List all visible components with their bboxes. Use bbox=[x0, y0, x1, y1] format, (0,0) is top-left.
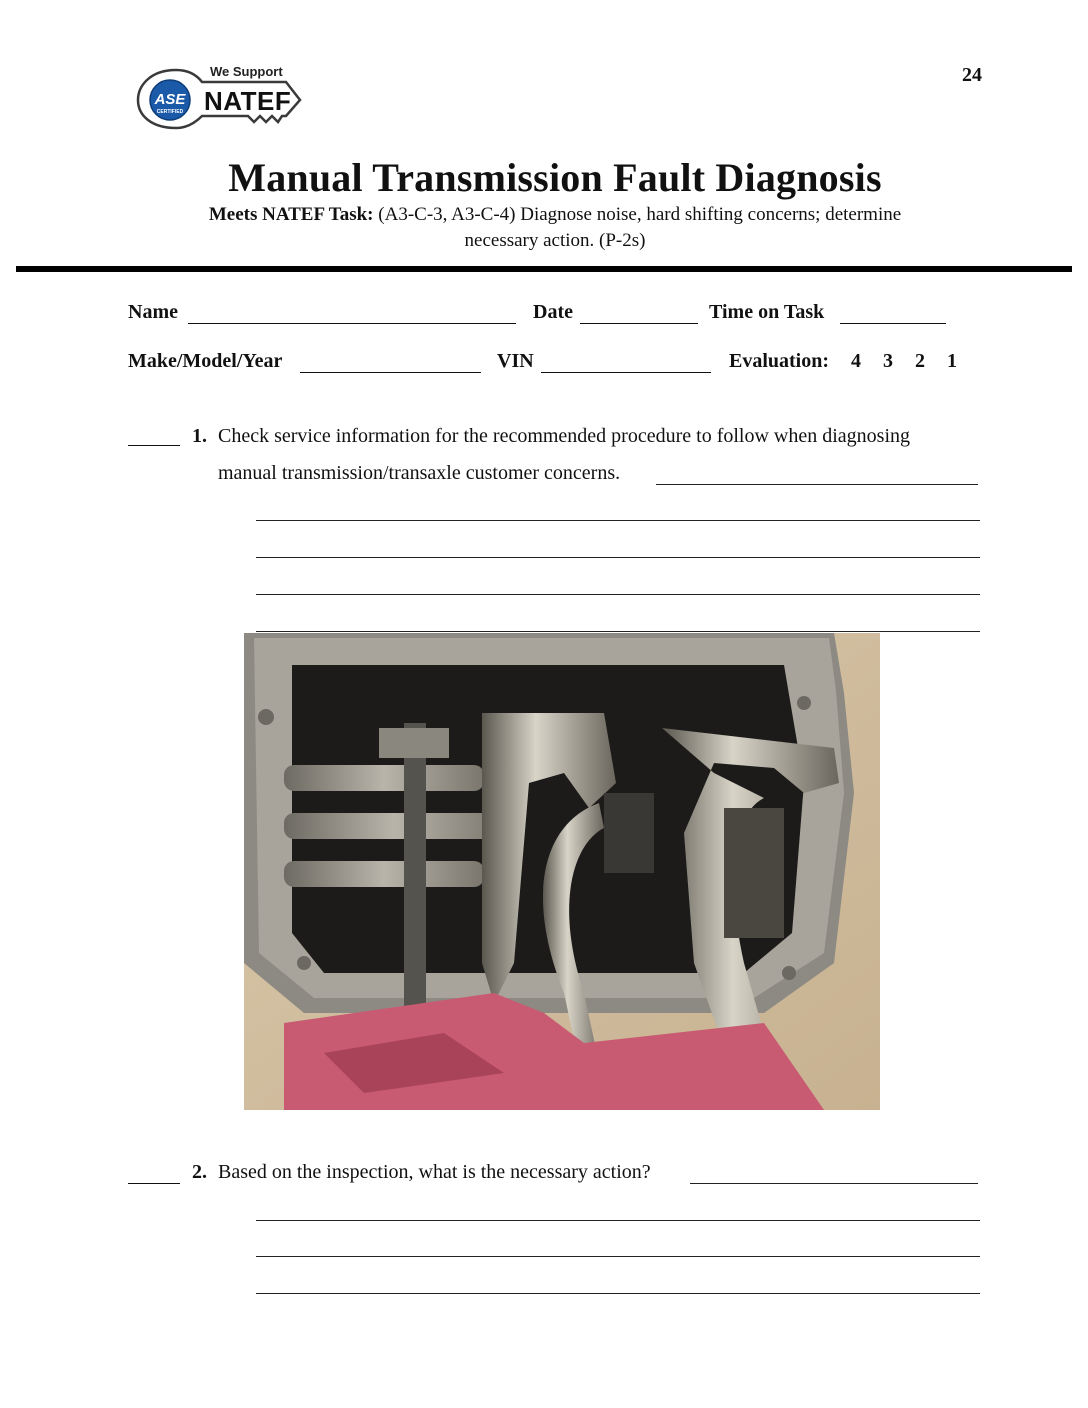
name-field[interactable] bbox=[188, 323, 516, 324]
evaluation-score-1[interactable]: 1 bbox=[947, 350, 957, 372]
time-on-task-field[interactable] bbox=[840, 323, 946, 324]
evaluation-score-3[interactable]: 3 bbox=[883, 350, 893, 372]
vin-field[interactable] bbox=[541, 372, 711, 373]
logo-badge-small: CERTIFIED bbox=[156, 109, 184, 115]
step-1-number: 1. bbox=[192, 425, 207, 447]
make-model-year-label: Make/Model/Year bbox=[128, 350, 283, 372]
logo-brand: NATEF bbox=[204, 86, 292, 116]
page-number: 24 bbox=[962, 64, 982, 86]
evaluation-label: Evaluation: bbox=[729, 350, 830, 372]
name-label: Name bbox=[128, 301, 178, 323]
logo-badge: ASE bbox=[154, 91, 186, 108]
step-1-text: Check service information for the recommended procedure to follow when diagnosing bbox=[218, 425, 911, 447]
step-1-answer-line[interactable] bbox=[256, 520, 980, 521]
transmission-photo-graphic bbox=[244, 633, 880, 1110]
step-1-check-field[interactable] bbox=[128, 445, 180, 446]
task-line-1 bbox=[0, 204, 1088, 226]
step-2-text: Based on the inspection, what is the necessary action? bbox=[218, 1161, 651, 1183]
step-1-answer-line[interactable] bbox=[256, 557, 980, 558]
date-field[interactable] bbox=[580, 323, 698, 324]
step-2-answer-line[interactable] bbox=[256, 1220, 980, 1221]
task-text: (A3-C-3, A3-C-4) Diagnose noise, hard shifting concerns; determine bbox=[378, 204, 902, 225]
transmission-photo bbox=[244, 633, 880, 1110]
step-1-answer-line[interactable] bbox=[256, 631, 980, 632]
vin-label: VIN bbox=[497, 350, 534, 372]
step-1-answer-line[interactable] bbox=[256, 594, 980, 595]
step-1-answer-line[interactable] bbox=[656, 484, 978, 485]
date-label: Date bbox=[533, 301, 573, 323]
evaluation-score-2[interactable]: 2 bbox=[915, 350, 925, 372]
natef-logo bbox=[136, 64, 302, 140]
make-model-year-field[interactable] bbox=[300, 372, 481, 373]
step-1-text-line-2: manual transmission/transaxle customer concerns. bbox=[218, 462, 621, 484]
page-title: Manual Transmission Fault Diagnosis bbox=[228, 155, 882, 200]
header-rule bbox=[16, 266, 1072, 272]
task-line-2: necessary action. (P-2s) bbox=[464, 230, 646, 251]
logo-tagline: We Support bbox=[210, 64, 283, 79]
time-on-task-label: Time on Task bbox=[709, 301, 825, 323]
step-2-check-field[interactable] bbox=[128, 1183, 180, 1184]
task-label: Meets NATEF Task: bbox=[208, 204, 374, 225]
step-2-answer-line[interactable] bbox=[690, 1183, 978, 1184]
step-2-answer-line[interactable] bbox=[256, 1293, 980, 1294]
step-2-number: 2. bbox=[192, 1161, 207, 1183]
evaluation-score-4[interactable]: 4 bbox=[851, 350, 861, 372]
step-2-answer-line[interactable] bbox=[256, 1256, 980, 1257]
